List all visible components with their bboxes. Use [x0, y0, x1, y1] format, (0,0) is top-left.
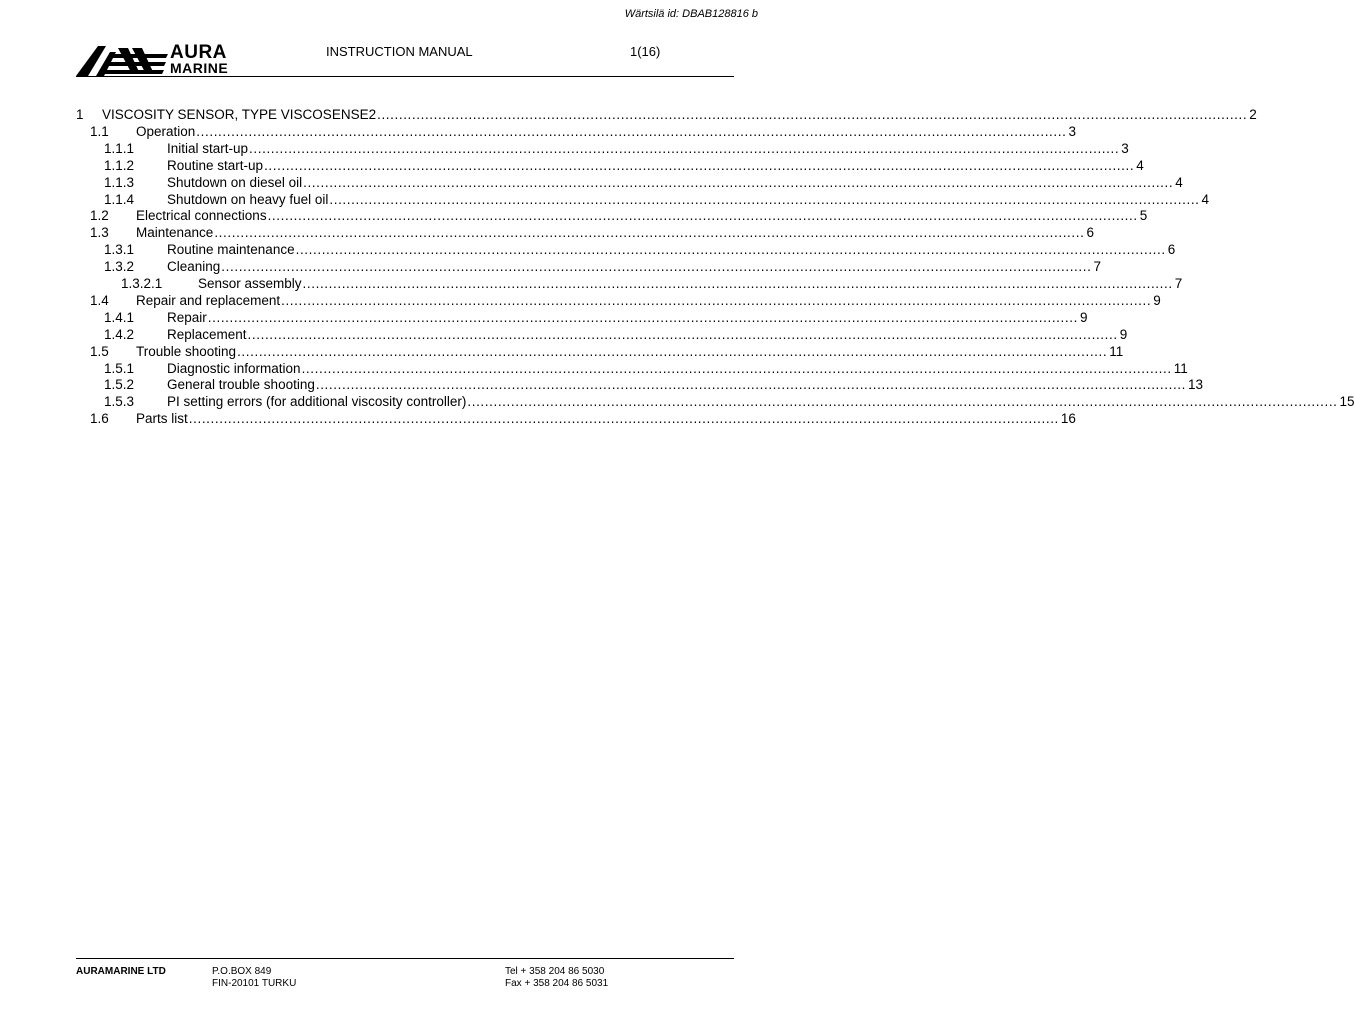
- toc-entry[interactable]: [90, 207, 1148, 224]
- toc-entry[interactable]: [104, 376, 1204, 393]
- toc-dot-leader: ........................................................................................................................................................................................................: [302, 276, 1173, 291]
- toc-dot-leader: ........................................................................................................................................................................................................: [281, 292, 1152, 308]
- toc-entry-title: Sensor assembly: [198, 276, 302, 291]
- toc-entry[interactable]: [104, 393, 1355, 410]
- toc-entry[interactable]: [104, 157, 1144, 174]
- toc-entry-title: Diagnostic information: [167, 360, 301, 376]
- toc-entry-number: 1.1.4: [104, 191, 135, 207]
- toc-entry-number: 1.5.1: [104, 360, 135, 376]
- toc-entry-page: 6: [1167, 242, 1176, 258]
- header-divider: [76, 76, 734, 77]
- toc-entry-number: 1.3.2.1: [121, 276, 163, 291]
- toc-entry-number: 1.2: [90, 208, 109, 224]
- toc-entry[interactable]: [104, 241, 1176, 258]
- footer-company: AURAMARINE LTD: [76, 966, 166, 977]
- toc-entry-number: 1.6: [90, 411, 109, 427]
- toc-entry-number: 1.1.2: [104, 157, 135, 173]
- toc-entry-title: PI setting errors (for additional viscosity controller): [167, 394, 467, 410]
- toc-dot-leader: ........................................................................................................................................................................................................: [264, 157, 1135, 173]
- toc-entry-page: 7: [1093, 259, 1101, 275]
- toc-entry-number: 1.4: [90, 292, 109, 308]
- toc-entry-title: Maintenance: [136, 225, 214, 241]
- toc-entry-title: Parts list: [136, 411, 188, 427]
- toc-dot-leader: ........................................................................................................................................................................................................: [295, 242, 1166, 258]
- toc-entry[interactable]: [90, 292, 1161, 309]
- toc-entry[interactable]: [76, 106, 1257, 123]
- toc-entry[interactable]: [104, 258, 1101, 275]
- toc-entry-page: 7: [1174, 276, 1183, 291]
- toc-dot-leader: ........................................................................................................................................................................................................: [221, 259, 1092, 275]
- toc-entry-number: 1.3.1: [104, 242, 135, 258]
- toc-entry-title: General trouble shooting: [167, 377, 315, 393]
- toc-entry-title: Initial start-up: [167, 140, 249, 156]
- toc-entry[interactable]: [121, 275, 1183, 292]
- toc-entry-page: 3: [1121, 140, 1129, 156]
- toc-entry-number: 1.5.2: [104, 377, 135, 393]
- toc-dot-leader: ........................................................................................................................................................................................................: [315, 377, 1187, 393]
- auramarine-logo: [76, 44, 256, 78]
- toc-entry-number: 1.1.3: [104, 174, 135, 190]
- footer-address-line1: P.O.BOX 849: [212, 966, 272, 977]
- toc-entry-title: Shutdown on diesel oil: [167, 174, 303, 190]
- toc-entry-title: Repair and replacement: [136, 292, 281, 308]
- toc-entry-page: 9: [1119, 326, 1128, 342]
- toc-entry-page: 16: [1060, 411, 1076, 427]
- toc-entry-number: 1.1: [90, 123, 109, 139]
- toc-entry[interactable]: [90, 343, 1124, 360]
- toc-entry-title: Trouble shooting: [136, 343, 237, 359]
- toc-entry-page: 9: [1153, 292, 1161, 308]
- toc-dot-leader: ........................................................................................................................................................................................................: [196, 123, 1067, 139]
- toc-entry-title: Electrical connections: [136, 208, 267, 224]
- toc-entry[interactable]: [104, 326, 1128, 343]
- toc-dot-leader: ........................................................................................................................................................................................................: [188, 411, 1059, 427]
- footer-divider: [76, 958, 734, 959]
- toc-entry-title: Routine start-up: [167, 157, 264, 173]
- toc-entry[interactable]: [90, 123, 1076, 140]
- toc-entry-page: 11: [1109, 343, 1124, 359]
- toc-entry-page: 13: [1188, 377, 1204, 393]
- toc-entry-page: 4: [1136, 157, 1144, 173]
- toc-dot-leader: ........................................................................................................................................................................................................: [207, 309, 1078, 325]
- toc-entry-page: 4: [1201, 191, 1210, 207]
- toc-entry-number: 1.5: [90, 343, 109, 359]
- toc-entry-title: VISCOSITY SENSOR, TYPE VISCOSENSE2: [102, 107, 377, 122]
- toc-entry[interactable]: [104, 360, 1188, 377]
- toc-entry-page: 11: [1173, 360, 1188, 376]
- toc-dot-leader: ........................................................................................................................................................................................................: [303, 174, 1174, 190]
- footer-address-line2: FIN-20101 TURKU: [212, 978, 297, 989]
- auramarine-logo-icon: [76, 44, 170, 76]
- footer-contact: [505, 966, 608, 990]
- toc-entry-title: Replacement: [167, 326, 247, 342]
- toc-entry[interactable]: [104, 309, 1088, 326]
- toc-entry[interactable]: [104, 174, 1183, 191]
- toc-entry-number: 1.1.1: [104, 140, 135, 156]
- toc-entry-title: Cleaning: [167, 259, 221, 275]
- toc-entry-title: Operation: [136, 123, 196, 139]
- toc-entry-number: 1.4.2: [104, 326, 135, 342]
- footer-address: [212, 966, 296, 990]
- toc-dot-leader: ........................................................................................................................................................................................................: [377, 107, 1248, 122]
- toc-entry-number: 1.4.1: [104, 309, 135, 325]
- toc-entry[interactable]: [90, 410, 1076, 427]
- toc-entry-page: 9: [1079, 309, 1088, 325]
- toc-entry-page: 3: [1068, 123, 1076, 139]
- toc-entry-page: 15: [1339, 394, 1355, 410]
- toc-entry-page: 4: [1175, 174, 1183, 190]
- page-number: 1(16): [630, 44, 661, 59]
- toc-dot-leader: ........................................................................................................................................................................................................: [301, 360, 1172, 376]
- toc-entry[interactable]: [90, 224, 1094, 241]
- toc-dot-leader: ........................................................................................................................................................................................................: [249, 140, 1120, 156]
- document-id: Wärtsilä id: DBAB128816 b: [624, 8, 758, 20]
- toc-entry[interactable]: [104, 191, 1210, 208]
- logo-text-aura: AURA: [170, 42, 227, 63]
- toc-entry[interactable]: [104, 140, 1129, 157]
- toc-dot-leader: ........................................................................................................................................................................................................: [214, 225, 1085, 241]
- toc-entry-number: 1.3.2: [104, 259, 135, 275]
- footer-fax: Fax + 358 204 86 5031: [505, 978, 609, 989]
- toc-entry-page: 2: [1249, 107, 1257, 122]
- toc-entry-title: Routine maintenance: [167, 242, 295, 258]
- toc-dot-leader: ........................................................................................................................................................................................................: [247, 326, 1118, 342]
- toc-entry-page: 5: [1139, 208, 1148, 224]
- toc-dot-leader: ........................................................................................................................................................................................................: [329, 191, 1200, 207]
- toc-dot-leader: ........................................................................................................................................................................................................: [237, 343, 1108, 359]
- toc-entry-title: Repair: [167, 309, 207, 325]
- document-title: INSTRUCTION MANUAL: [326, 44, 473, 59]
- footer-tel: Tel + 358 204 86 5030: [505, 966, 605, 977]
- logo-text-marine: MARINE: [170, 60, 229, 76]
- toc-dot-leader: ........................................................................................................................................................................................................: [467, 394, 1338, 410]
- toc-entry-number: 1: [76, 107, 84, 122]
- toc-entry-title: Shutdown on heavy fuel oil: [167, 191, 329, 207]
- toc-entry-page: 6: [1086, 225, 1094, 241]
- toc-entry-number: 1.5.3: [104, 394, 135, 410]
- toc-dot-leader: ........................................................................................................................................................................................................: [267, 208, 1138, 224]
- toc-entry-number: 1.3: [90, 225, 109, 241]
